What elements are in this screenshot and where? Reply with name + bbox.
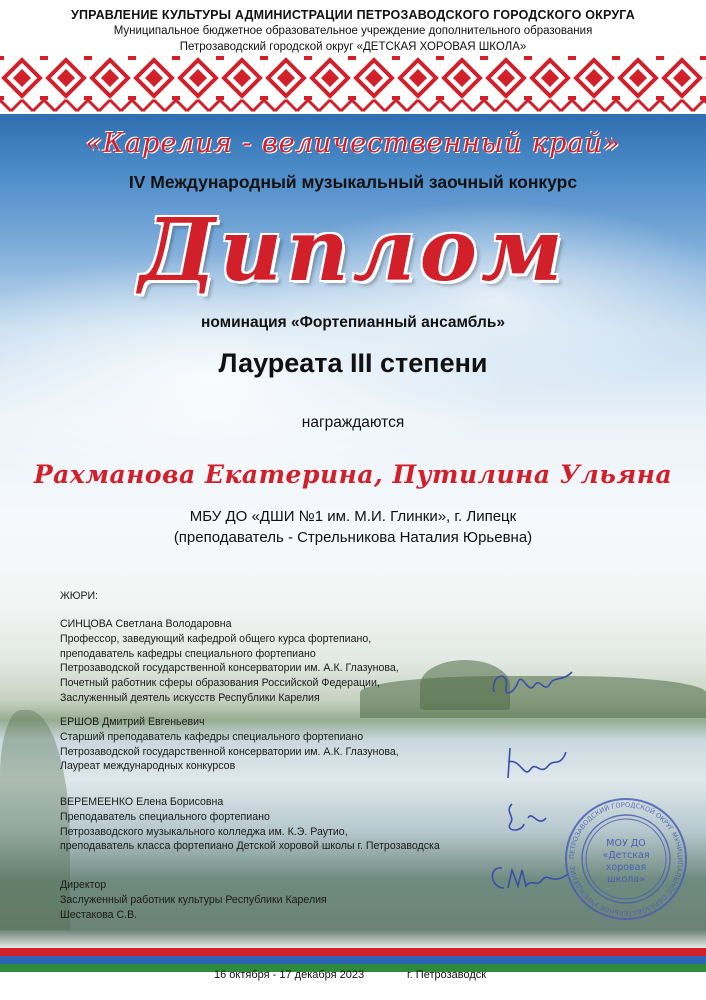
jury-member-name: ЕРШОВ Дмитрий Евгеньевич <box>60 716 205 728</box>
director-name: Шестакова С.В. <box>60 908 138 921</box>
seal-ring-text: ПЕТРОЗАВОДСКИЙ ГОРОДСКОЙ ОКРУГ МУНИЦИПАЛЬНОЕ ОБРАЗОВАТЕЛЬНОЕ УЧРЕЖДЕНИЕ <box>567 800 685 918</box>
jury-member-name: ВЕРЕМЕЕНКО Елена Борисовна <box>60 796 224 808</box>
seal-text-line: школа» <box>607 874 645 885</box>
teacher-name: (преподаватель - Стрельникова Наталия Юрьевна) <box>173 529 533 546</box>
school-seal-stamp <box>563 796 689 922</box>
jury-member <box>60 715 399 774</box>
jury-member-line: Профессор, заведующий кафедрой общего курса фортепиано, <box>60 632 372 645</box>
awarded-label: награждаются <box>301 414 405 431</box>
jury-member-line: преподаватель кафедры специального фортепиано <box>60 647 316 660</box>
contest-city: г. Петрозаводск <box>407 969 487 981</box>
seal-text-line: «Детская <box>602 850 650 861</box>
seal-text-line: МОУ ДО <box>606 838 646 849</box>
jury-member-line: Петрозаводской государственной консерватории им. А.К. Глазунова, <box>60 662 399 675</box>
school-name: МБУ ДО «ДШИ №1 им. М.И. Глинки», г. Липецк <box>189 508 517 525</box>
director-title: Директор <box>60 879 107 891</box>
contest-slogan: «Карелия - величественный край» <box>85 128 621 159</box>
seal-text-line: хоровая <box>605 862 647 873</box>
jury-member <box>60 795 440 854</box>
header-line-2: Муниципальное бюджетное образовательное учреждение дополнительного образования <box>113 25 593 37</box>
jury-member-line: Старший преподаватель кафедры специального фортепиано <box>60 730 364 743</box>
school-info <box>0 506 706 548</box>
signature-veremeenko <box>502 798 552 838</box>
jury-member-line: преподаватель класса фортепиано Детской хоровой школы г. Петрозаводска <box>60 840 440 853</box>
signature-ershov <box>500 738 570 788</box>
winner-names: Рахманова Екатерина, Путилина Ульяна <box>33 460 673 489</box>
contest-name: IV Международный музыкальный заочный конкурс <box>128 172 578 192</box>
director-rank: Заслуженный работник культуры Республики Карелия <box>60 893 327 906</box>
jury-member-line: Лауреат международных конкурсов <box>60 760 236 773</box>
jury-member-line: Петрозаводского музыкального колледжа им. К.Э. Раутио, <box>60 825 348 838</box>
jury-member-name: СИНЦОВА Светлана Володаровна <box>60 618 232 630</box>
jury-member-line: Почетный работник сферы образования Российской Федерации, <box>60 677 380 690</box>
nomination: номинация «Фортепианный ансамбль» <box>201 314 505 331</box>
karelian-ornament-band <box>0 56 706 114</box>
jury-member <box>60 617 399 706</box>
header-line-1: УПРАВЛЕНИЕ КУЛЬТУРЫ АДМИНИСТРАЦИИ ПЕТРОЗАВОДСКОГО ГОРОДСКОГО ОКРУГА <box>70 8 636 22</box>
jury-heading: ЖЮРИ: <box>60 590 99 602</box>
jury-member-line: Заслуженный деятель искусств Республики Карелия <box>60 691 320 704</box>
diploma-title: Диплом <box>139 200 567 301</box>
header-line-3: Петрозаводский городской округ «ДЕТСКАЯ ХОРОВАЯ ШКОЛА» <box>179 41 527 53</box>
director-block <box>60 878 327 922</box>
jury-member-line: Преподаватель специального фортепиано <box>60 810 270 823</box>
laureate-degree: Лауреата III степени <box>218 348 488 378</box>
contest-dates: 16 октября - 17 декабря 2023 <box>214 969 365 981</box>
signature-sintsova <box>488 664 578 704</box>
jury-member-line: Петрозаводской государственной консерватории им. А.К. Глазунова, <box>60 745 399 758</box>
